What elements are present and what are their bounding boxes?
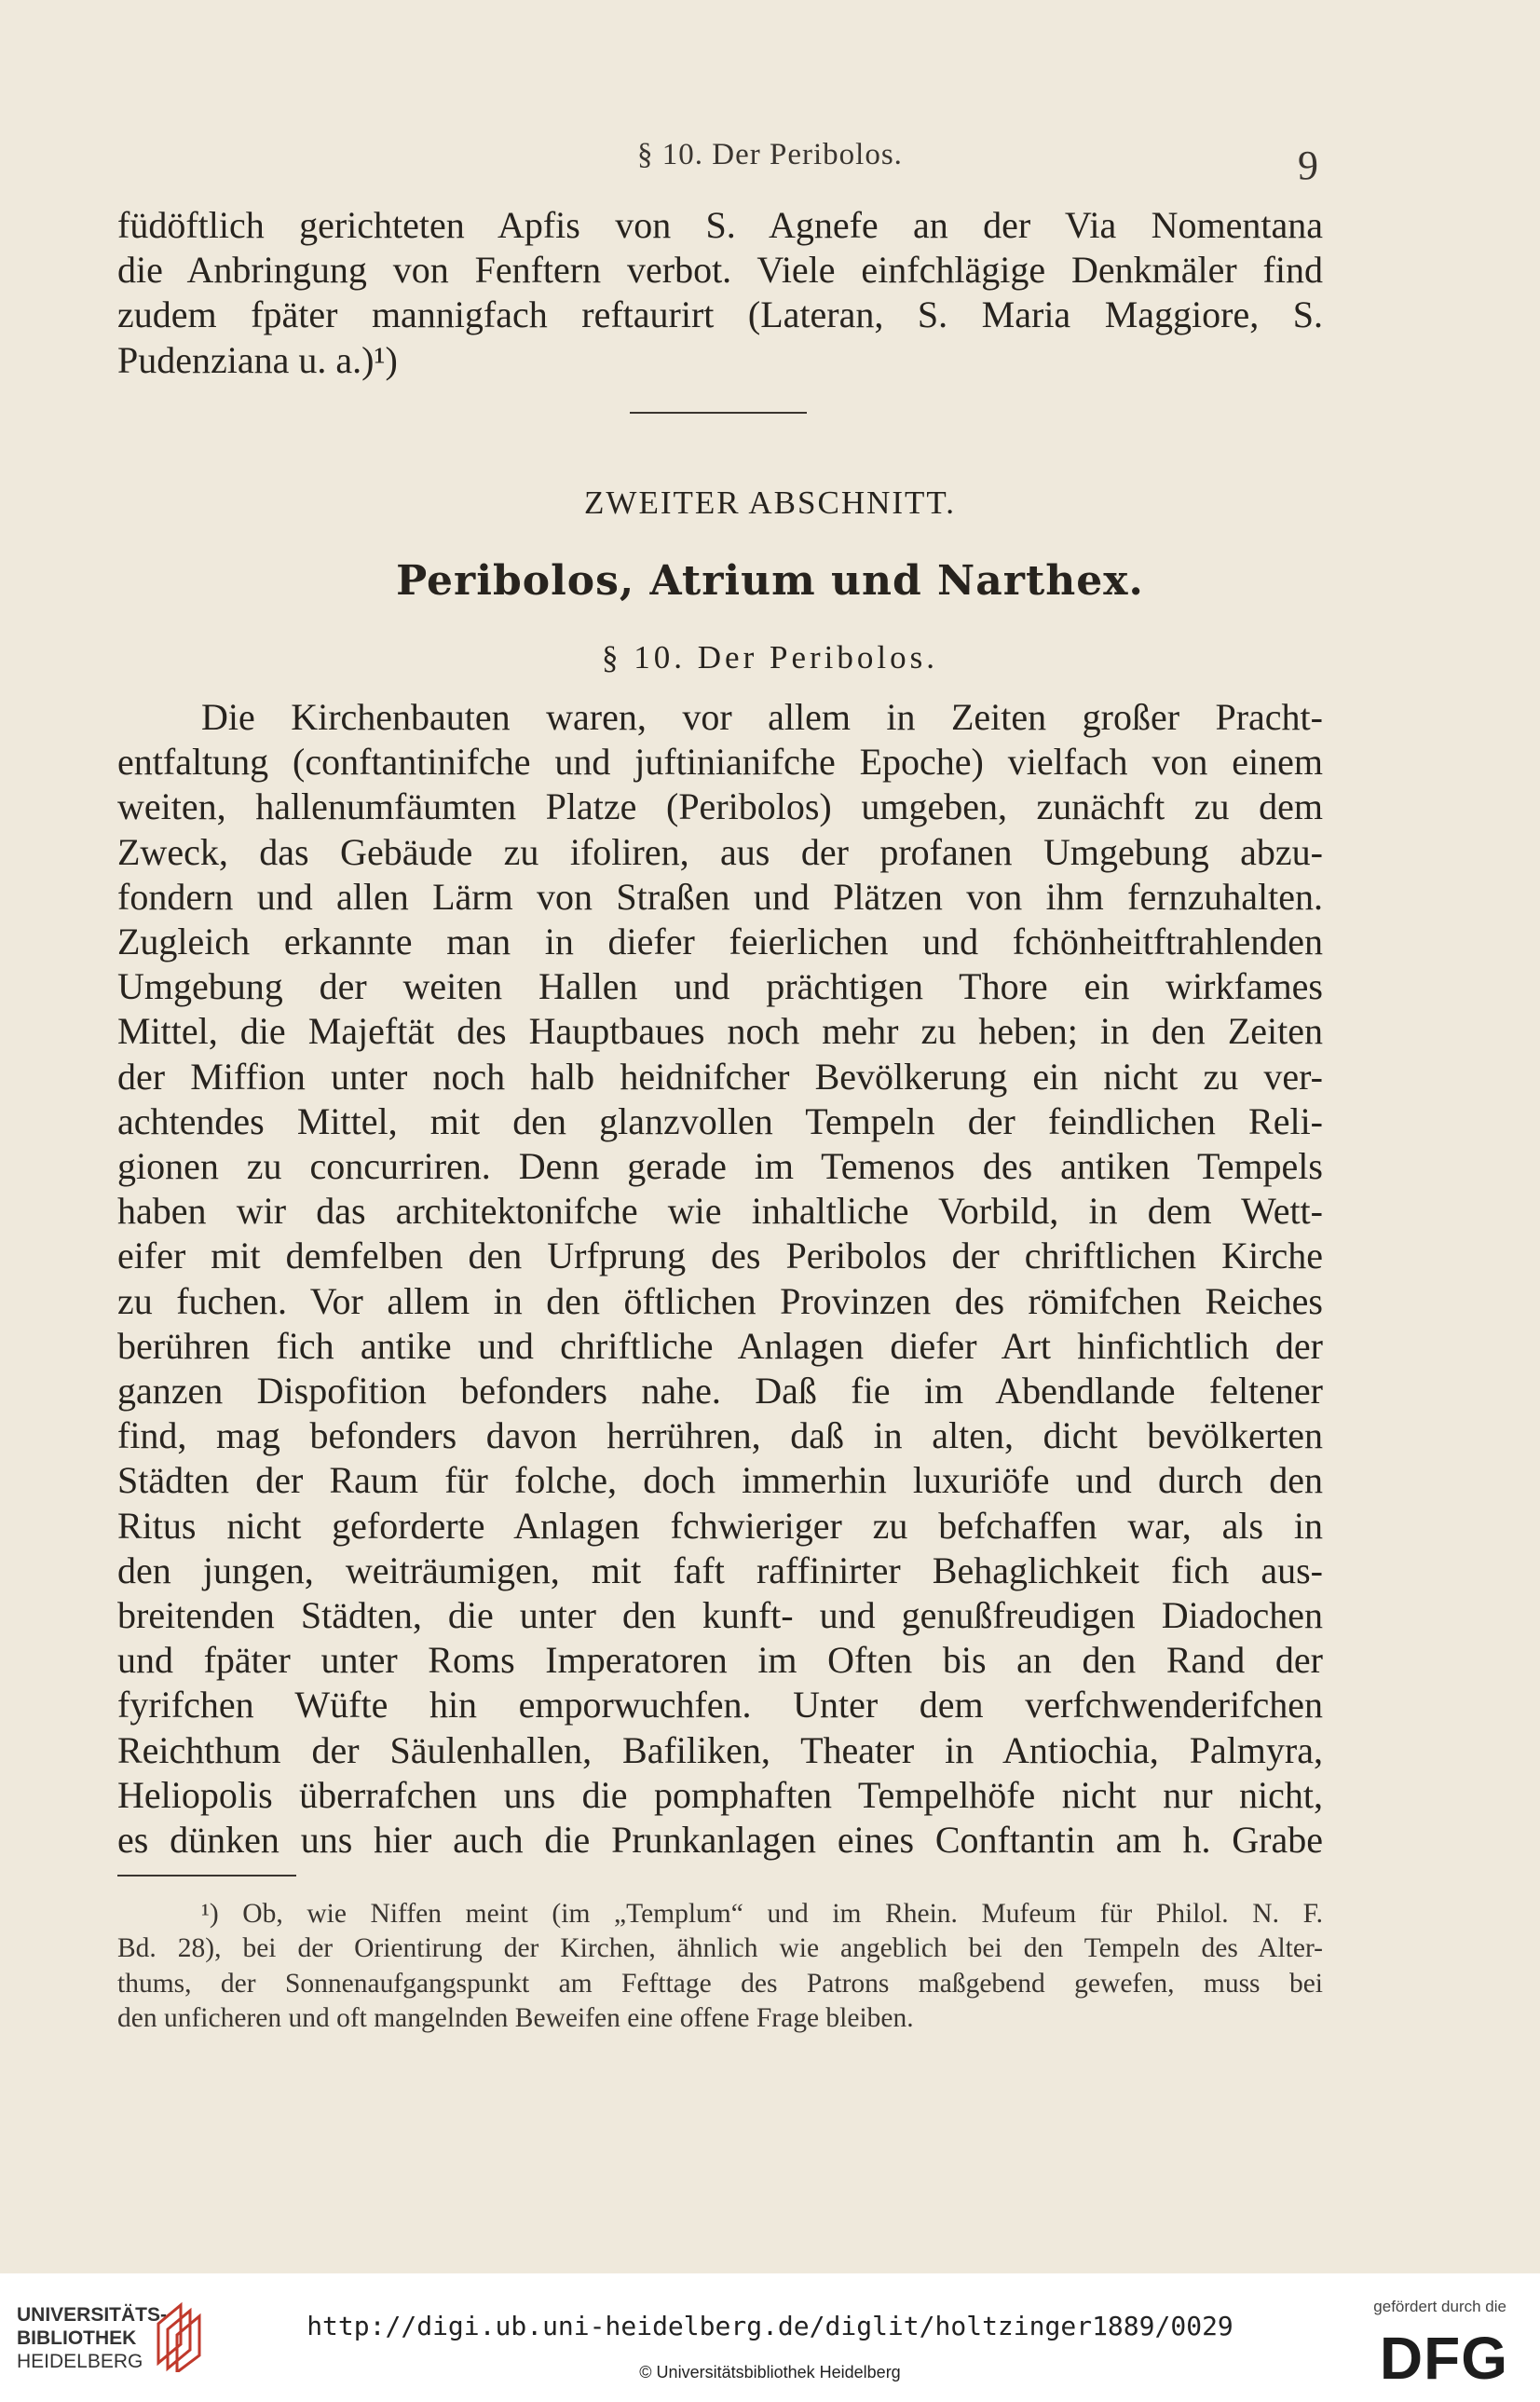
text-line: fondern und allen Lärm von Straßen und Plätzen von ihm fernzuhalten.	[117, 875, 1323, 918]
text-line: haben wir das architektonifche wie inhaltliche Vorbild, in dem Wett-	[117, 1190, 1323, 1233]
text-line: zu fuchen. Vor allem in den öftlichen Provinzen des römifchen Reiches	[117, 1279, 1323, 1322]
text-line: Umgebung der weiten Hallen und prächtigen Thore ein wirkfames	[117, 965, 1323, 1008]
text-line: Mittel, die Majeftät des Hauptbaues noch mehr zu heben; in den Zeiten	[117, 1010, 1323, 1053]
text-line: der Miffion unter noch halb heidnifcher Bevölkerung ein nicht zu ver-	[117, 1055, 1323, 1098]
intro-text	[117, 203, 1323, 383]
text-line: Zugleich erkannte man in diefer feierlichen und fchönheitftrahlenden	[117, 921, 1323, 963]
footnote-line: ¹) Ob, wie Niffen meint (im „Templum“ und im Rhein. Mufeum für Philol. N. F.	[201, 1899, 1323, 1929]
running-head	[0, 138, 1540, 188]
text-line: ganzen Dispofition befonders nahe. Daß fie im Abendlande feltener	[117, 1370, 1323, 1413]
section-label: ZWEITER ABSCHNITT.	[584, 484, 956, 521]
text-line: eifer mit demfelben den Urfprung des Peribolos der chriftlichen Kirche	[117, 1235, 1323, 1277]
text-line: berühren fich antike und chriftliche Anlagen diefer Art hinfichtlich der	[117, 1324, 1323, 1367]
text-line: entfaltung (conftantinifche und juftinianifche Epoche) vielfach von einem	[117, 741, 1323, 784]
text-line: füdöftlich gerichteten Apfis von S. Agnefe an der Via Nomentana	[117, 204, 1323, 246]
text-line: den jungen, weiträumigen, mit faft raffinirter Behaglichkeit fich aus-	[117, 1549, 1323, 1591]
footnote-line: Bd. 28), bei der Orientirung der Kirchen, ähnlich wie angeblich bei den Tempeln des Alter-	[117, 1933, 1323, 1964]
digitization-footer	[0, 2273, 1540, 2402]
funding-note: gefördert durch die	[1373, 2298, 1506, 2315]
chapter-title: Peribolos, Atrium und Narthex.	[396, 557, 1144, 605]
text-line: Ritus nicht geforderte Anlagen fchwieriger zu befchaffen war, als in	[117, 1504, 1323, 1547]
text-line: weiten, hallenumfäumten Platze (Peribolos) umgeben, zunächft zu dem	[117, 785, 1323, 828]
text-line: Reichthum der Säulenhallen, Bafiliken, Theater in Antiochia, Palmyra,	[117, 1728, 1323, 1771]
footnote-line: thums, der Sonnenaufgangspunkt am Fefttage des Patrons maßgebend gewefen, muss bei	[117, 1968, 1323, 1999]
text-line: die Anbringung von Fenftern verbot. Viele einfchlägige Denkmäler find	[117, 249, 1323, 292]
text-line: achtendes Mittel, mit den glanzvollen Tempeln der feindlichen Reli-	[117, 1099, 1323, 1142]
dfg-logo: DFG	[1379, 2325, 1508, 2392]
page-number: 9	[1298, 143, 1318, 188]
page-permalink[interactable]: http://digi.ub.uni-heidelberg.de/diglit/holtzinger1889/0029	[307, 2311, 1233, 2341]
footnote-line: den unficheren und oft mangelnden Beweifen eine offene Frage bleiben.	[117, 2002, 914, 2033]
text-line: breitenden Städten, die unter den kunft- und genußfreudigen Diadochen	[117, 1594, 1323, 1637]
text-line: Zweck, das Gebäude zu ifoliren, aus der profanen Umgebung abzu-	[117, 830, 1323, 873]
main-text	[117, 695, 1323, 1863]
footnote-rule	[117, 1875, 296, 1877]
text-line: gionen zu concurriren. Denn gerade im Temenos des antiken Tempels	[117, 1145, 1323, 1188]
separator-rule	[630, 412, 807, 414]
library-name-line: HEIDELBERG	[17, 2351, 143, 2372]
text-line: Die Kirchenbauten waren, vor allem in Zeiten großer Pracht-	[201, 696, 1323, 738]
text-line: zudem fpäter mannigfach reftaurirt (Lateran, S. Maria Maggiore, S.	[117, 293, 1323, 336]
paragraph-heading: § 10. Der Peribolos.	[602, 639, 938, 676]
text-line: find, mag befonders davon herrühren, daß in alten, dicht bevölkerten	[117, 1414, 1323, 1457]
text-line: es dünken uns hier auch die Prunkanlagen eines Conftantin am h. Grabe	[117, 1819, 1323, 1862]
footnotes	[117, 1897, 1323, 2036]
copyright-notice: © Universitätsbibliothek Heidelberg	[639, 2363, 901, 2382]
text-line: und fpäter unter Roms Imperatoren im Often bis an den Rand der	[117, 1639, 1323, 1682]
library-name-line: BIBLIOTHEK	[17, 2327, 137, 2349]
library-name-line: UNIVERSITÄTS-	[17, 2304, 168, 2326]
running-head-title: § 10. Der Peribolos.	[637, 138, 903, 171]
text-line: Heliopolis überrafchen uns die pomphaften Tempelhöfe nicht nur nicht,	[117, 1773, 1323, 1816]
text-line: Pudenziana u. a.)¹)	[117, 338, 398, 381]
text-line: fyrifchen Wüfte hin emporwuchfen. Unter dem verfchwenderifchen	[117, 1684, 1323, 1726]
text-line: Städten der Raum für folche, doch immerhin luxuriöfe und durch den	[117, 1459, 1323, 1502]
